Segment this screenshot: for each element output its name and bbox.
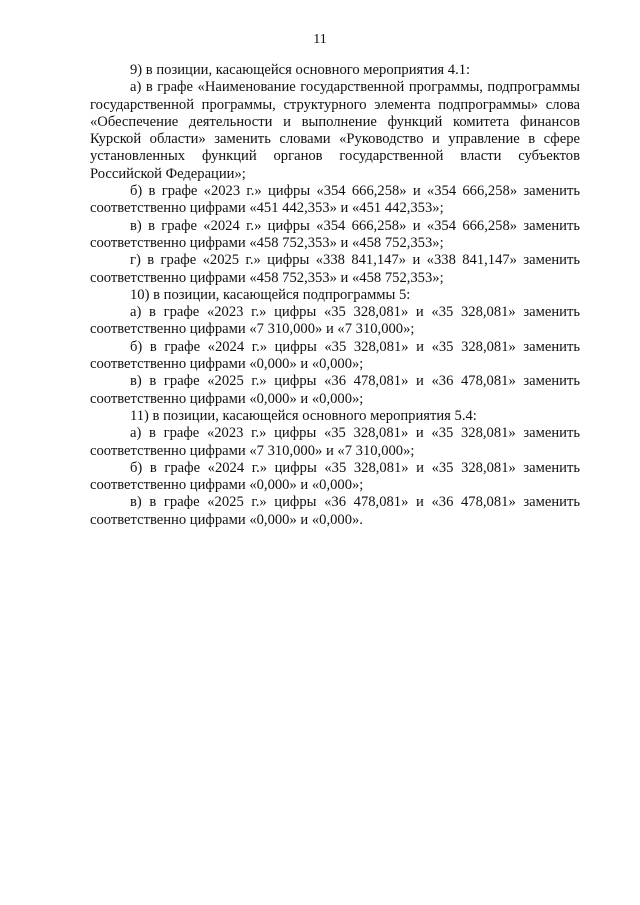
- page-number: 11: [313, 32, 327, 47]
- paragraph-item-9g: г) в графе «2025 г.» цифры «338 841,147» и «338 841,147» заменить соответственно цифрами «458 752,353» и «458 752,353»;: [90, 252, 580, 286]
- paragraph-item-9b: б) в графе «2023 г.» цифры «354 666,258» и «354 666,258» заменить соответственно цифрами «451 442,353» и «451 442,353»;: [90, 183, 580, 217]
- paragraph-item-10-heading: 10) в позиции, касающейся подпрограммы 5:: [130, 286, 411, 303]
- document-body: [90, 62, 580, 529]
- paragraph-item-11-heading: 11) в позиции, касающейся основного мероприятия 5.4:: [130, 407, 477, 424]
- paragraph-item-9-heading: 9) в позиции, касающейся основного мероприятия 4.1:: [130, 62, 471, 78]
- paragraph-item-11b: б) в графе «2024 г.» цифры «35 328,081» и «35 328,081» заменить соответственно цифрами «0,000» и «0,000»;: [90, 459, 580, 494]
- paragraph-item-9a: а) в графе «Наименование государственной программы, подпрограммы государственной программы, структурного элемента подпрограммы» слова «Обеспечение деятельности и выполнение функций комитета финансов Курской области» заменить словами «Руководство и управление в сфере установленных функций органов государственной власти субъектов Российской Федерации»;: [90, 79, 580, 182]
- paragraph-item-10v: в) в графе «2025 г.» цифры «36 478,081» и «36 478,081» заменить соответственно цифрами «0,000» и «0,000»;: [90, 373, 580, 407]
- paragraph-item-10b: б) в графе «2024 г.» цифры «35 328,081» и «35 328,081» заменить соответственно цифрами «0,000» и «0,000»;: [90, 338, 580, 373]
- paragraph-item-11a: а) в графе «2023 г.» цифры «35 328,081» и «35 328,081» заменить соответственно цифрами «7 310,000» и «7 310,000»;: [90, 425, 580, 459]
- paragraph-item-9v: в) в графе «2024 г.» цифры «354 666,258» и «354 666,258» заменить соответственно цифрами «458 752,353» и «458 752,353»;: [90, 217, 580, 251]
- paragraph-item-11v: в) в графе «2025 г.» цифры «36 478,081» и «36 478,081» заменить соответственно цифрами «0,000» и «0,000».: [90, 494, 580, 528]
- paragraph-item-10a: а) в графе «2023 г.» цифры «35 328,081» и «35 328,081» заменить соответственно цифрами «7 310,000» и «7 310,000»;: [90, 304, 580, 338]
